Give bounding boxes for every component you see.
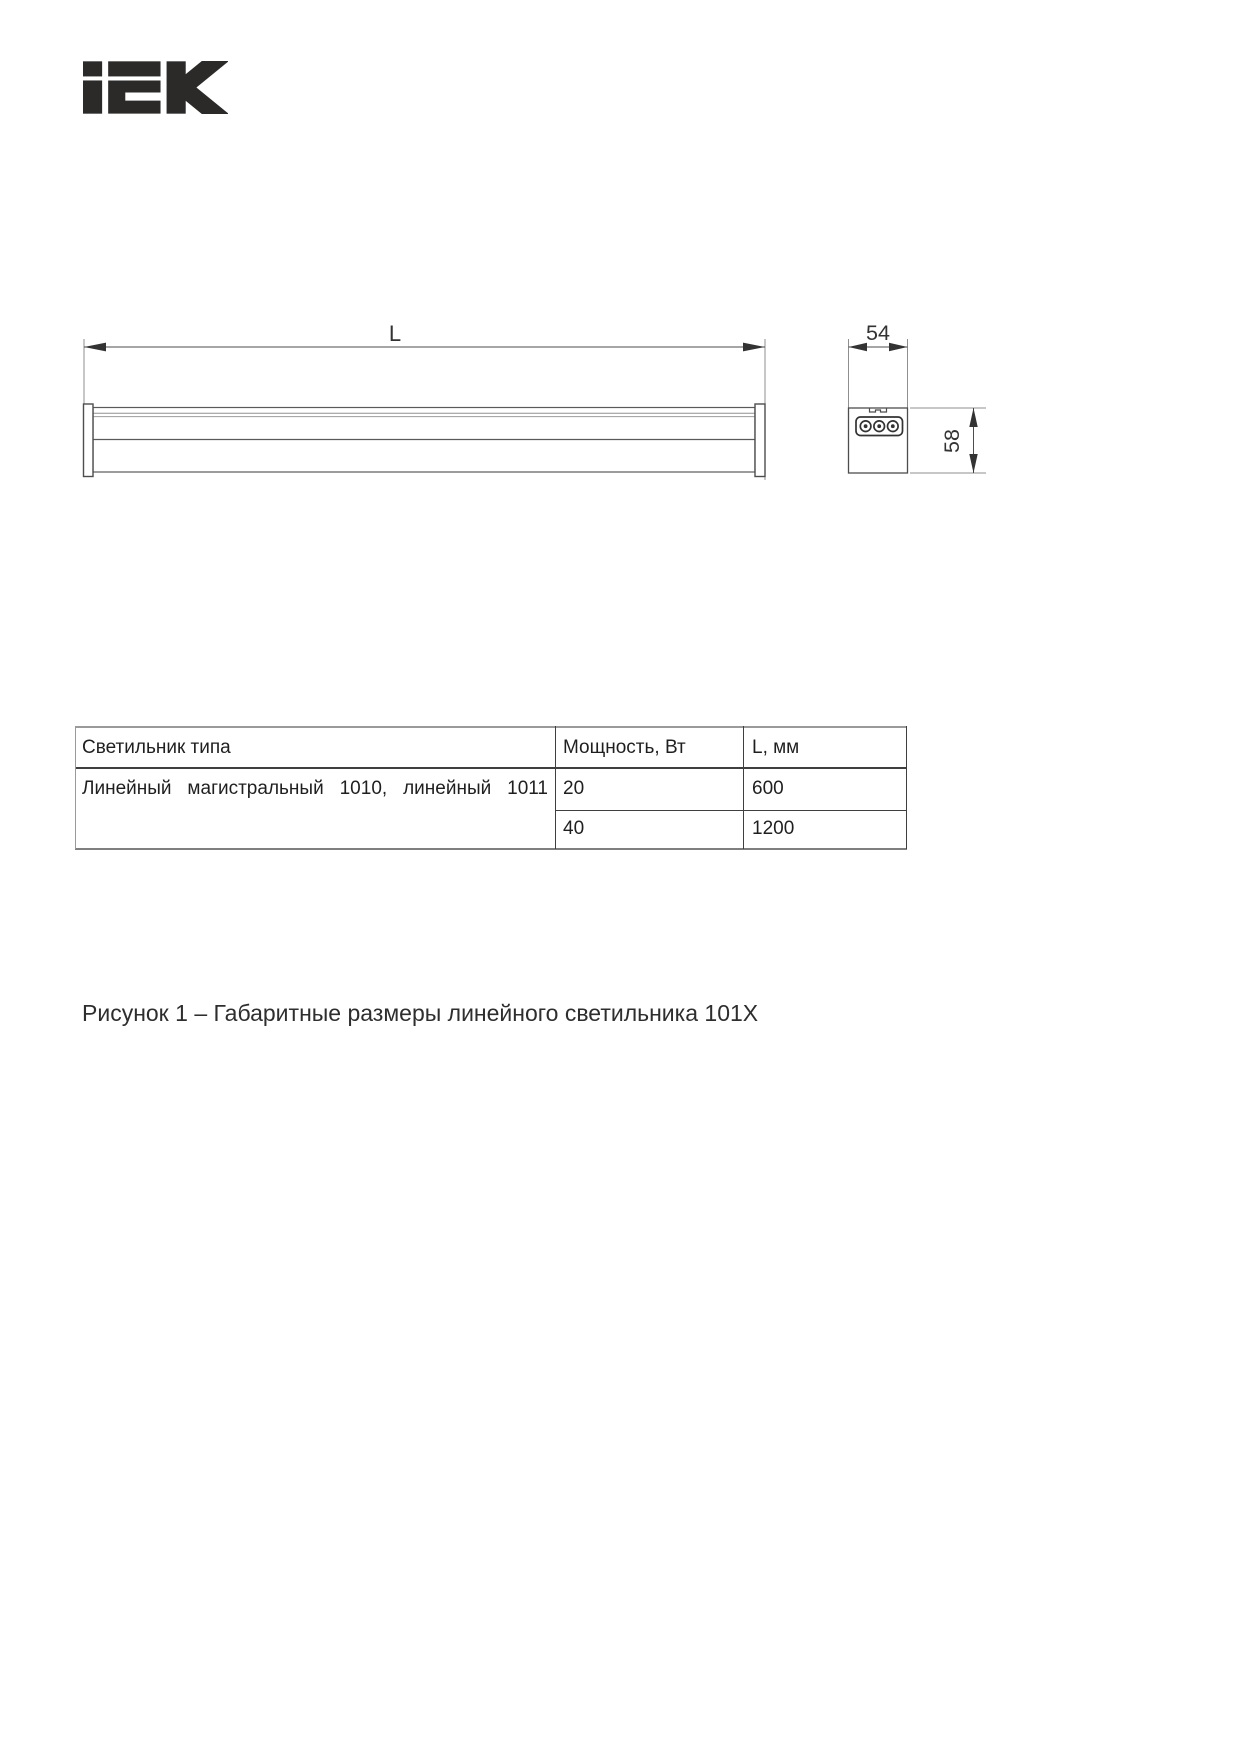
table-border-right — [906, 726, 907, 849]
cell-length-1200: 1200 — [752, 818, 795, 839]
col-header-type: Светильник типа — [82, 737, 231, 758]
dim-label-length: L — [388, 321, 402, 346]
cell-power-20: 20 — [563, 778, 585, 799]
figure-caption: Рисунок 1 – Габаритные размеры линейного светильника 101Х — [82, 1000, 759, 1026]
table-border-left — [75, 726, 76, 849]
cell-power-40: 40 — [563, 818, 585, 839]
table-col-rule-1 — [555, 726, 556, 849]
dim-label-height: 58 — [940, 429, 964, 453]
arrowhead-down-icon — [969, 454, 977, 473]
table-border-bottom — [75, 848, 907, 850]
table-col-rule-2 — [743, 726, 744, 849]
spec-table — [75, 726, 907, 850]
dimension-drawing — [0, 0, 1239, 520]
arrowhead-left-icon — [84, 343, 106, 352]
dim-label-width: 54 — [866, 321, 890, 345]
arrowhead-left-icon — [849, 343, 868, 351]
side-view — [849, 321, 987, 473]
col-header-length: L, мм — [752, 737, 800, 758]
cell-luminaire-type: Линейный магистральный 1010, линейный 1011 — [82, 778, 548, 799]
end-cap-left — [84, 404, 94, 477]
end-cap-right — [755, 404, 765, 477]
cell-length-600: 600 — [752, 778, 784, 799]
col-header-power: Мощность, Вт — [563, 737, 686, 758]
arrowhead-right-icon — [889, 343, 908, 351]
arrowhead-up-icon — [969, 408, 977, 427]
terminal-connector — [856, 417, 903, 436]
front-view — [84, 321, 766, 480]
arrowhead-right-icon — [743, 343, 765, 352]
